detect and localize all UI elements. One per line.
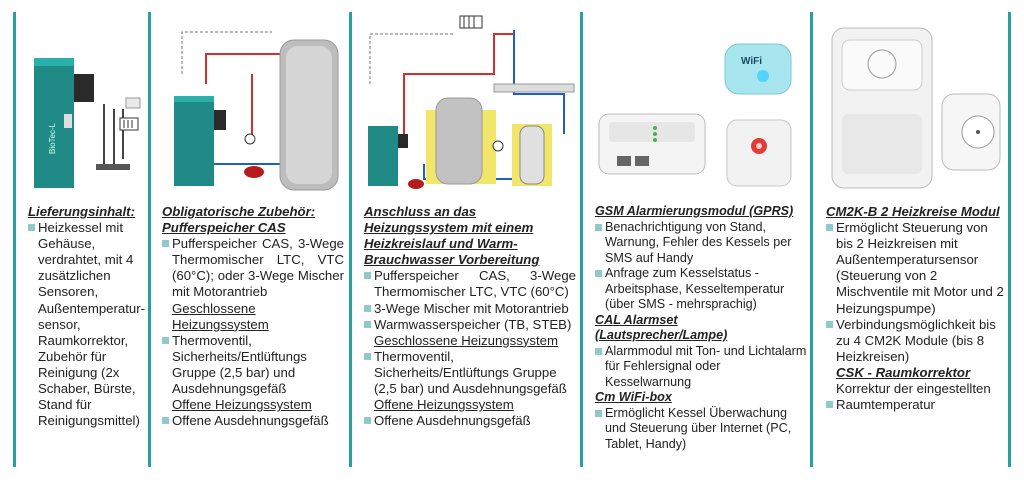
column-divider xyxy=(349,12,352,467)
csk-heading: CSK - Raumkorrektor xyxy=(836,364,971,380)
list-item: Offene Ausdehnungsgefäß xyxy=(364,413,576,429)
column-divider xyxy=(580,12,583,467)
cm2k-heading: CM2K-B 2 Heizkreise Modul xyxy=(826,204,1000,219)
column-mandatory-accessories xyxy=(162,0,344,485)
column-divider xyxy=(1008,12,1011,467)
mandatory-heading: Obligatorische Zubehör: Pufferspeicher CAS xyxy=(162,204,316,236)
column-alarm-modules xyxy=(595,0,807,485)
list-item: Ermöglicht Steuerung von bis 2 Heizkreisen mit Außentemperatursensor (Steuerung von 2 Mischventile mit Motor und 2 Heizungspumpe) xyxy=(826,220,1004,317)
heating-system-diagram xyxy=(364,14,576,194)
column-delivery-scope xyxy=(28,0,144,485)
list-item: Anfrage zum Kesselstatus - Arbeitsphase, Kesseltemperatur (über SMS - mehrsprachig) xyxy=(595,266,807,313)
column-divider xyxy=(810,12,813,467)
subheading-open-system: Offene Heizungssystem xyxy=(172,397,312,413)
control-module-image xyxy=(826,14,1004,194)
column-heating-module xyxy=(826,0,1004,485)
connection-heading: Anschluss an das Heizungssystem mit einem Heizkreislauf und Warm-Brauchwasser Vorbereitung xyxy=(364,204,540,268)
list-item: Benachrichtigung von Stand, Warnung, Fehler des Kessels per SMS auf Handy xyxy=(595,220,807,267)
list-item: Ermöglicht Kessel Überwachung und Steuerung über Internet (PC, Tablet, Handy) xyxy=(595,406,807,453)
list-item: Offene Ausdehnungsgefäß xyxy=(162,413,344,429)
gsm-heading: GSM Alarmierungsmodul (GPRS) xyxy=(595,204,794,218)
column-divider xyxy=(148,12,151,467)
cal-heading: CAL Alarmset (Lautsprecher/Lampe) xyxy=(595,312,728,342)
list-item: Thermoventil, Sicherheits/Entlüftungs Gruppe (2,5 bar) und Ausdehnungsgefäß xyxy=(162,333,344,397)
buffer-tank-diagram xyxy=(162,14,344,194)
subheading-closed-system: Geschlossene Heizungssystem xyxy=(172,300,269,332)
subheading-closed-system: Geschlossene Heizungssystem xyxy=(374,332,558,348)
list-item: 3-Wege Mischer mit Motorantrieb xyxy=(364,301,576,317)
wifi-label: WiFi xyxy=(741,56,763,67)
list-item: Pufferspeicher CAS, 3-Wege Thermomischer LTC, VTC (60°C) xyxy=(364,268,576,300)
list-item: Verbindungsmöglichkeit bis zu 4 CM2K Module (bis 8 Heizkreisen) xyxy=(826,317,1004,365)
list-item: Pufferspeicher CAS, 3-Wege Thermomischer LTC, VTC (60°C); oder 3-Wege Mischer mit Motorantrieb xyxy=(162,236,344,300)
list-item: Alarmmodul mit Ton- und Lichtalarm für Fehlersignal oder Kesselwarnung xyxy=(595,344,807,391)
boiler-product-image xyxy=(28,14,144,194)
column-divider xyxy=(13,12,16,467)
list-item: Thermoventil, Sicherheits/Entlüftungs Gruppe (2,5 bar) und Ausdehnungsgefäß xyxy=(364,349,576,397)
subheading-open-system: Offene Heizungssystem xyxy=(374,397,514,413)
list-item: Raumtemperatur xyxy=(826,397,1004,413)
alarm-devices-image xyxy=(595,14,807,194)
csk-line: Korrektur der eingestellten xyxy=(836,381,991,397)
delivery-heading: Lieferungsinhalt: xyxy=(28,204,135,219)
wifi-box-heading: Cm WiFi-box xyxy=(595,390,672,404)
list-item: Heizkessel mit Gehäuse, verdrahtet, mit 4 zusätzlichen Sensoren, Außentemperatur-sensor, Raumkorrektor, Zubehör für Reinigung (2x Schaber, Bürste, Stand für Reinigungsmittel) xyxy=(28,220,144,429)
brand-vertical-text: BioTec-L xyxy=(48,122,57,154)
column-heating-connection xyxy=(364,0,576,485)
list-item: Warmwasserspeicher (TB, STEB) xyxy=(364,317,576,333)
